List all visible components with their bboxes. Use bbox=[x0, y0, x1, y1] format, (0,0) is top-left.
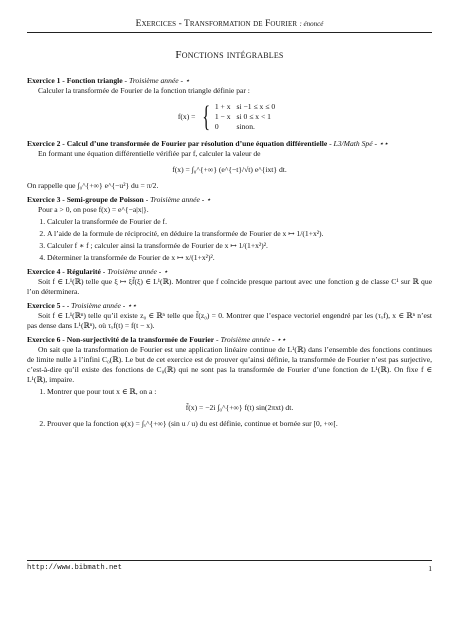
exercise-body: Soit f ∈ L¹(ℝⁿ) telle qu’il existe z₀ ∈ ℝⁿ telle que f̂(z₀) = 0. Montrer que l’espace vectoriel engendré par les (τₓf), x ∈ ℝⁿ n’est pas dense dans L¹(ℝⁿ), où τₓf(t) = f(t − x). bbox=[27, 310, 432, 330]
footer-link[interactable]: http://www.bibmath.net bbox=[27, 564, 122, 572]
question-text: Montrer que pour tout x ∈ ℝ, on a : bbox=[47, 387, 157, 397]
exercise-2 bbox=[27, 139, 432, 191]
exercise-level: - Troisième année - ⋆ bbox=[124, 75, 190, 85]
piecewise-formula bbox=[27, 102, 432, 133]
cases-table bbox=[215, 102, 281, 133]
question-item bbox=[47, 387, 432, 413]
exercise-body: Pour a > 0, on pose f(x) = e^{−a|x|}. bbox=[38, 204, 149, 214]
header-title: Exercices - Transformation de Fourier bbox=[135, 19, 298, 29]
case-expr: 0 bbox=[214, 122, 219, 132]
exercise-1 bbox=[27, 76, 432, 133]
page-header bbox=[27, 18, 432, 33]
exercise-level: - Troisième année - ⋆ bbox=[145, 194, 211, 204]
question-list bbox=[27, 217, 432, 263]
exercise-body: Calculer la transformée de Fourier de la fonction triangle définie par : bbox=[38, 85, 250, 95]
exercise-level: - Troisième année - ⋆⋆ bbox=[216, 334, 286, 344]
exercise-5 bbox=[27, 301, 432, 331]
question-item: 3. Calculer f ∗ f ; calculer ainsi la transformée de Fourier de x ↦ 1/(1+x²)². bbox=[47, 241, 432, 251]
case-cond: sinon. bbox=[236, 122, 255, 132]
exercise-title: Exercice 5 - bbox=[27, 300, 65, 310]
exercise-6 bbox=[27, 335, 432, 429]
exercise-note: On rappelle que ∫₀^{+∞} e^{−u²} du = π/2. bbox=[27, 180, 159, 190]
case-expr: 1 + x bbox=[214, 101, 231, 111]
case-expr: 1 − x bbox=[214, 112, 231, 122]
brace-symbol: { bbox=[202, 100, 211, 134]
document-page bbox=[27, 18, 432, 431]
exercise-level: - L3/Math Spé - ⋆⋆ bbox=[329, 138, 389, 148]
exercise-4 bbox=[27, 267, 432, 297]
exercise-3 bbox=[27, 195, 432, 263]
fourier-sine-formula: f̂(x) = −2i ∫₀^{+∞} f(t) sin(2πxt) dt. bbox=[185, 403, 294, 413]
exercise-body: En formant une équation différentielle vérifiée par f, calculer la valeur de bbox=[38, 148, 261, 158]
exercise-title: Exercice 3 - Semi-groupe de Poisson bbox=[27, 194, 144, 204]
exercise-title: Exercice 1 - Fonction triangle bbox=[27, 75, 123, 85]
header-subtitle: : énoncé bbox=[299, 20, 324, 28]
question-item: 2. Prouver que la fonction φ(x) = ∫ₓ^{+∞} (sin u / u) du est définie, continue et bornée sur [0, +∞[. bbox=[47, 419, 432, 429]
exercise-body: Soit f ∈ L¹(ℝ) telle que ξ ↦ ξf̂(ξ) ∈ L¹(ℝ). Montrer que f coïncide presque partout avec une fonction g de classe C¹ sur ℝ que l’on déterminera. bbox=[27, 276, 432, 296]
exercise-title: Exercice 6 - Non-surjectivité de la transformée de Fourier bbox=[27, 334, 215, 344]
exercise-title: Exercice 4 - Régularité bbox=[27, 266, 101, 276]
page-number: 1 bbox=[428, 564, 432, 573]
page-footer bbox=[27, 560, 432, 573]
question-item: 2. A l’aide de la formule de réciprocité, en déduire la transformée de Fourier de x ↦ 1/(1+x²). bbox=[47, 229, 432, 239]
exercise-level: - Troisième année - ⋆⋆ bbox=[66, 300, 137, 310]
exercise-body: On sait que la transformation de Fourier est une application linéaire continue de L¹(ℝ) dans l’ensemble des fonctions continues de limite nulle à l’infini C₀(ℝ). Le but de cet exercice est de prouver qu’ainsi définie, la transformée de Fourier n’est pas surjective, c’est-à-dire qu’il existe des fonctions de C₀(ℝ) qui ne sont pas la transformée de Fourier d’une fonction de L¹(ℝ). On fixe f ∈ L¹(ℝ), impaire. bbox=[27, 344, 432, 385]
exercise-level: - Troisième année - ⋆ bbox=[102, 266, 168, 276]
question-item: 4. Déterminer la transformée de Fourier de x ↦ x/(1+x²)². bbox=[47, 253, 432, 263]
exercise-title: Exercice 2 - Calcul d’une transformée de Fourier par résolution d’une équation différentielle bbox=[27, 138, 328, 148]
formula-lhs: f(x) = bbox=[177, 112, 196, 122]
integral-formula: f(x) = ∫₀^{+∞} (e^{−t}/√t) e^{ixt} dt. bbox=[172, 164, 287, 174]
case-cond: si −1 ≤ x ≤ 0 bbox=[236, 101, 276, 111]
section-title: Fonctions intégrables bbox=[175, 49, 284, 62]
question-item: 1. Calculer la transformée de Fourier de f. bbox=[47, 217, 432, 227]
case-cond: si 0 ≤ x < 1 bbox=[236, 112, 271, 122]
question-list bbox=[27, 387, 432, 429]
